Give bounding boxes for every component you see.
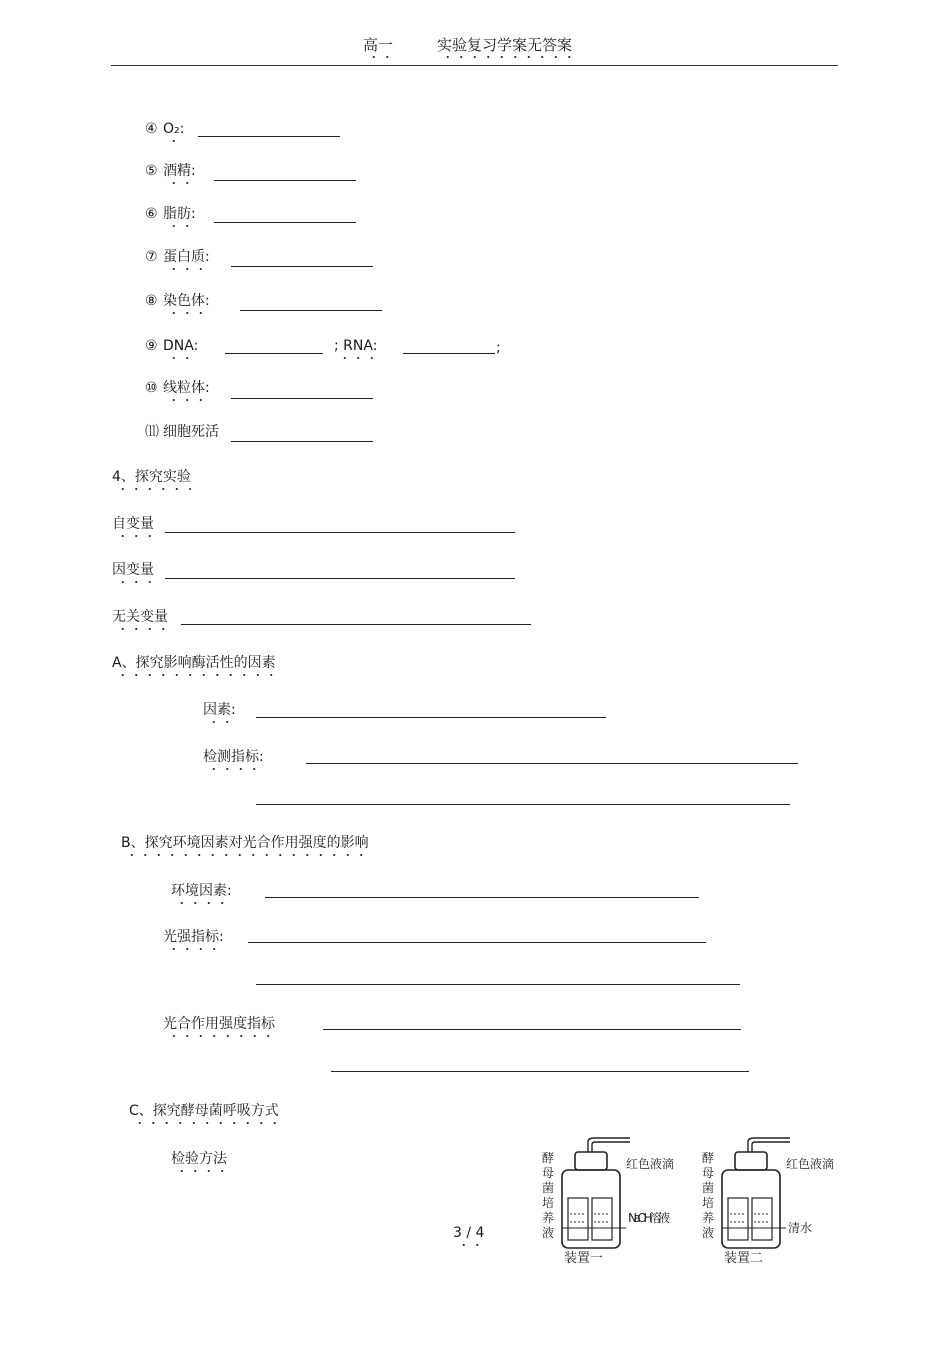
partB-light-indicator-blank-1[interactable] [248,942,706,943]
partB-light-indicator-blank-2[interactable] [256,984,740,985]
page-total: 4 [475,1225,485,1241]
item-label: 线粒体: [163,379,210,403]
device1-tube [588,1138,630,1152]
dependent-variable-blank[interactable] [165,578,515,579]
device2-inner-cup-left [728,1198,748,1240]
yeast-apparatus-figure [530,1130,850,1270]
partB-photo-indicator-label: 光合作用强度指标 [163,1015,275,1039]
header-title: 实验复习学案无答案 [437,36,572,60]
partC-heading: C、探究酵母菌呼吸方式 [129,1102,279,1126]
device2-stopper [735,1152,767,1170]
item-label-rna: ; RNA: [334,337,377,361]
page-current: 3 [453,1225,462,1241]
partC-method-label: 检验方法 [171,1150,227,1174]
device1-caption: 装置一 [564,1251,604,1266]
device2-solution-label: 清水 [788,1221,813,1235]
device1-stopper [575,1152,607,1170]
partA-indicator-blank-1[interactable] [306,763,798,764]
device1-inner-cup-left [568,1198,588,1240]
item-label: DNA: [163,337,198,361]
item-label: O₂: [163,120,184,144]
partA-indicator-label: 检测指标: [203,748,264,772]
answer-blank[interactable] [231,398,373,399]
answer-blank[interactable] [231,441,373,442]
answer-blank-rna[interactable] [403,353,495,354]
item-number: ⑦ [145,249,158,265]
item-end-punct: ; [496,339,501,363]
item-label: 酒精: [163,162,196,186]
header-rule [111,65,838,66]
item-label: 蛋白质: [163,248,210,272]
item-number: ④ [145,121,158,137]
dependent-variable-label: 因变量 [112,561,154,585]
device1-drop-label: 红色液滴 [626,1157,675,1171]
item-number: ⑩ [145,380,158,396]
device2-inner-cup-right [752,1198,772,1240]
partB-photo-indicator-blank-2[interactable] [331,1071,749,1072]
item-number: ⑧ [145,293,158,309]
device1-inner-cup-right [592,1198,612,1240]
section4-heading: 4、探究实验 [112,468,191,492]
independent-variable-label: 自变量 [112,515,154,539]
device1-side-label: 酵母菌培养液 [542,1151,556,1240]
device1-bottle [562,1170,620,1248]
independent-variable-blank[interactable] [165,532,515,533]
device-1 [542,1138,674,1266]
item-label: 细胞死活 [163,424,219,440]
item-label: 脂肪: [163,205,196,229]
item-number: ⑨ [145,338,158,354]
item-label: 染色体: [163,292,210,316]
partB-env-factor-label: 环境因素: [171,882,232,906]
answer-blank[interactable] [214,222,356,223]
partA-factor-label: 因素: [203,701,236,725]
answer-blank[interactable] [240,310,382,311]
device-2 [702,1138,834,1266]
device2-drop-label: 红色液滴 [786,1157,835,1171]
header-grade: 高一 [363,36,393,60]
device2-tube [748,1138,790,1152]
answer-blank[interactable] [198,136,340,137]
device1-solution-label: NaOH 溶液 [628,1211,670,1225]
partA-factor-blank[interactable] [256,717,606,718]
item-number: ⑾ [145,424,159,440]
partB-light-indicator-label: 光强指标: [163,928,224,952]
partB-photo-indicator-blank-1[interactable] [323,1029,741,1030]
item-number: ⑥ [145,206,158,222]
irrelevant-variable-blank[interactable] [181,624,531,625]
device2-bottle [722,1170,780,1248]
answer-blank-dna[interactable] [225,353,323,354]
device2-side-label: 酵母菌培养液 [702,1151,716,1240]
irrelevant-variable-label: 无关变量 [112,608,168,632]
device2-caption: 装置二 [724,1251,764,1266]
item-number: ⑤ [145,163,158,179]
page-number: 3 / 4 [453,1224,484,1248]
partB-env-factor-blank[interactable] [265,897,699,898]
answer-blank[interactable] [231,266,373,267]
partA-heading: A、探究影响酶活性的因素 [112,654,276,678]
partB-heading: B、探究环境因素对光合作用强度的影响 [121,834,369,858]
partA-indicator-blank-2[interactable] [256,804,790,805]
answer-blank[interactable] [214,180,356,181]
